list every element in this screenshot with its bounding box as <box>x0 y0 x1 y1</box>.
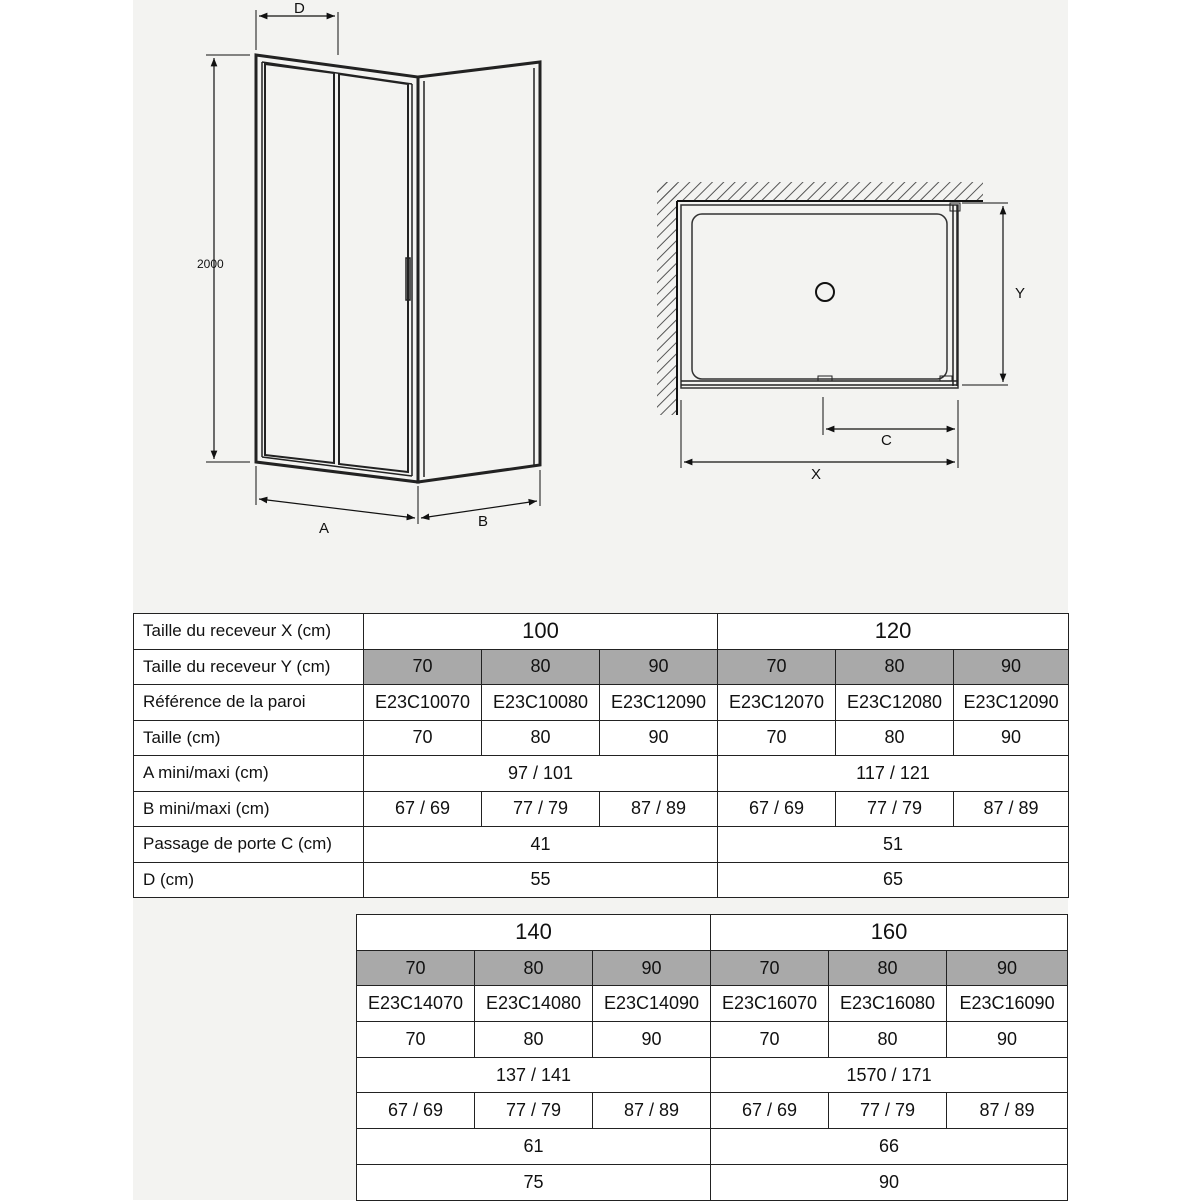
c-dimension <box>823 397 955 435</box>
reference-cell: E23C10070 <box>364 685 482 721</box>
d-cell: 90 <box>711 1164 1068 1200</box>
taille-cell: 70 <box>711 1022 829 1058</box>
taille-cell: 80 <box>482 720 600 756</box>
d-cell: 55 <box>364 862 718 898</box>
y-size-cell: 80 <box>836 649 954 685</box>
b-range-cell: 67 / 69 <box>711 1093 829 1129</box>
taille-cell: 80 <box>475 1022 593 1058</box>
reference-cell: E23C12090 <box>600 685 718 721</box>
taille-cell: 80 <box>836 720 954 756</box>
y-size-cell: 80 <box>829 950 947 986</box>
row-label-a: A mini/maxi (cm) <box>134 756 364 792</box>
b-range-cell: 67 / 69 <box>357 1093 475 1129</box>
table-row <box>134 614 1069 650</box>
b-range-cell: 87 / 89 <box>593 1093 711 1129</box>
height-label: 2000 <box>197 257 224 271</box>
y-size-cell: 90 <box>593 950 711 986</box>
row-label-taille: Taille (cm) <box>134 720 364 756</box>
row-label-d: D (cm) <box>134 862 364 898</box>
c-passage-cell: 41 <box>364 827 718 863</box>
wall-hatch-top <box>657 182 983 201</box>
reference-cell: E23C16090 <box>947 986 1068 1022</box>
y-size-cell: 70 <box>357 950 475 986</box>
table-row <box>357 986 1068 1022</box>
y-size-cell: 70 <box>711 950 829 986</box>
row-label-y: Taille du receveur Y (cm) <box>134 649 364 685</box>
shower-tray <box>681 205 958 388</box>
c-label: C <box>881 432 892 449</box>
table-row <box>134 827 1069 863</box>
row-label-x: Taille du receveur X (cm) <box>134 614 364 650</box>
reference-cell: E23C12090 <box>954 685 1069 721</box>
c-passage-cell: 51 <box>718 827 1069 863</box>
taille-cell: 90 <box>600 720 718 756</box>
taille-cell: 70 <box>357 1022 475 1058</box>
table-row <box>357 1164 1068 1200</box>
reference-cell: E23C14090 <box>593 986 711 1022</box>
spec-table-2 <box>356 914 1068 1201</box>
row-label-c: Passage de porte C (cm) <box>134 827 364 863</box>
spec-table-1 <box>133 613 1069 898</box>
b-range-cell: 77 / 79 <box>475 1093 593 1129</box>
y-size-cell: 90 <box>600 649 718 685</box>
reference-cell: E23C16070 <box>711 986 829 1022</box>
a-range-cell: 137 / 141 <box>357 1057 711 1093</box>
plan-view <box>657 182 983 415</box>
b-range-cell: 87 / 89 <box>600 791 718 827</box>
y-label: Y <box>1015 285 1026 302</box>
reference-cell: E23C14080 <box>475 986 593 1022</box>
table-row <box>134 720 1069 756</box>
b-dimension <box>421 470 540 518</box>
table-row <box>357 1129 1068 1165</box>
a-dimension <box>256 466 418 524</box>
reference-cell: E23C12080 <box>836 685 954 721</box>
y-size-cell: 90 <box>947 950 1068 986</box>
b-range-cell: 77 / 79 <box>482 791 600 827</box>
b-range-cell: 67 / 69 <box>364 791 482 827</box>
table-row <box>357 1022 1068 1058</box>
d-cell: 65 <box>718 862 1069 898</box>
table-row <box>134 862 1069 898</box>
y-size-cell: 70 <box>364 649 482 685</box>
b-range-cell: 77 / 79 <box>836 791 954 827</box>
table-row <box>357 1093 1068 1129</box>
table-row <box>134 791 1069 827</box>
enclosure-perspective <box>256 55 540 482</box>
x-size-cell: 160 <box>711 915 1068 951</box>
y-size-cell: 80 <box>482 649 600 685</box>
table-row <box>134 649 1069 685</box>
c-passage-cell: 66 <box>711 1129 1068 1165</box>
d-cell: 75 <box>357 1164 711 1200</box>
a-range-cell: 117 / 121 <box>718 756 1069 792</box>
x-size-cell: 120 <box>718 614 1069 650</box>
taille-cell: 90 <box>954 720 1069 756</box>
y-size-cell: 90 <box>954 649 1069 685</box>
b-range-cell: 87 / 89 <box>954 791 1069 827</box>
x-size-cell: 100 <box>364 614 718 650</box>
row-label-b: B mini/maxi (cm) <box>134 791 364 827</box>
d-label: D <box>294 0 305 17</box>
a-range-cell: 97 / 101 <box>364 756 718 792</box>
reference-cell: E23C14070 <box>357 986 475 1022</box>
reference-cell: E23C10080 <box>482 685 600 721</box>
reference-cell: E23C16080 <box>829 986 947 1022</box>
taille-cell: 70 <box>718 720 836 756</box>
x-dimension <box>681 400 958 468</box>
a-label: A <box>319 520 330 537</box>
x-size-cell: 140 <box>357 915 711 951</box>
taille-cell: 90 <box>593 1022 711 1058</box>
tray-basin <box>692 214 947 379</box>
taille-cell: 80 <box>829 1022 947 1058</box>
reference-cell: E23C12070 <box>718 685 836 721</box>
table-row <box>134 685 1069 721</box>
table-row <box>357 915 1068 951</box>
drain <box>816 283 834 301</box>
a-range-cell: 1570 / 171 <box>711 1057 1068 1093</box>
b-range-cell: 67 / 69 <box>718 791 836 827</box>
c-passage-cell: 61 <box>357 1129 711 1165</box>
table-row <box>357 950 1068 986</box>
taille-cell: 70 <box>364 720 482 756</box>
taille-cell: 90 <box>947 1022 1068 1058</box>
row-label-reference: Référence de la paroi <box>134 685 364 721</box>
table-row <box>357 1057 1068 1093</box>
y-dimension <box>962 203 1008 385</box>
wall-hatch-left <box>657 182 677 415</box>
y-size-cell: 70 <box>718 649 836 685</box>
b-range-cell: 77 / 79 <box>829 1093 947 1129</box>
table-row <box>134 756 1069 792</box>
b-range-cell: 87 / 89 <box>947 1093 1068 1129</box>
y-size-cell: 80 <box>475 950 593 986</box>
x-label: X <box>811 466 822 483</box>
b-label: B <box>478 513 489 530</box>
